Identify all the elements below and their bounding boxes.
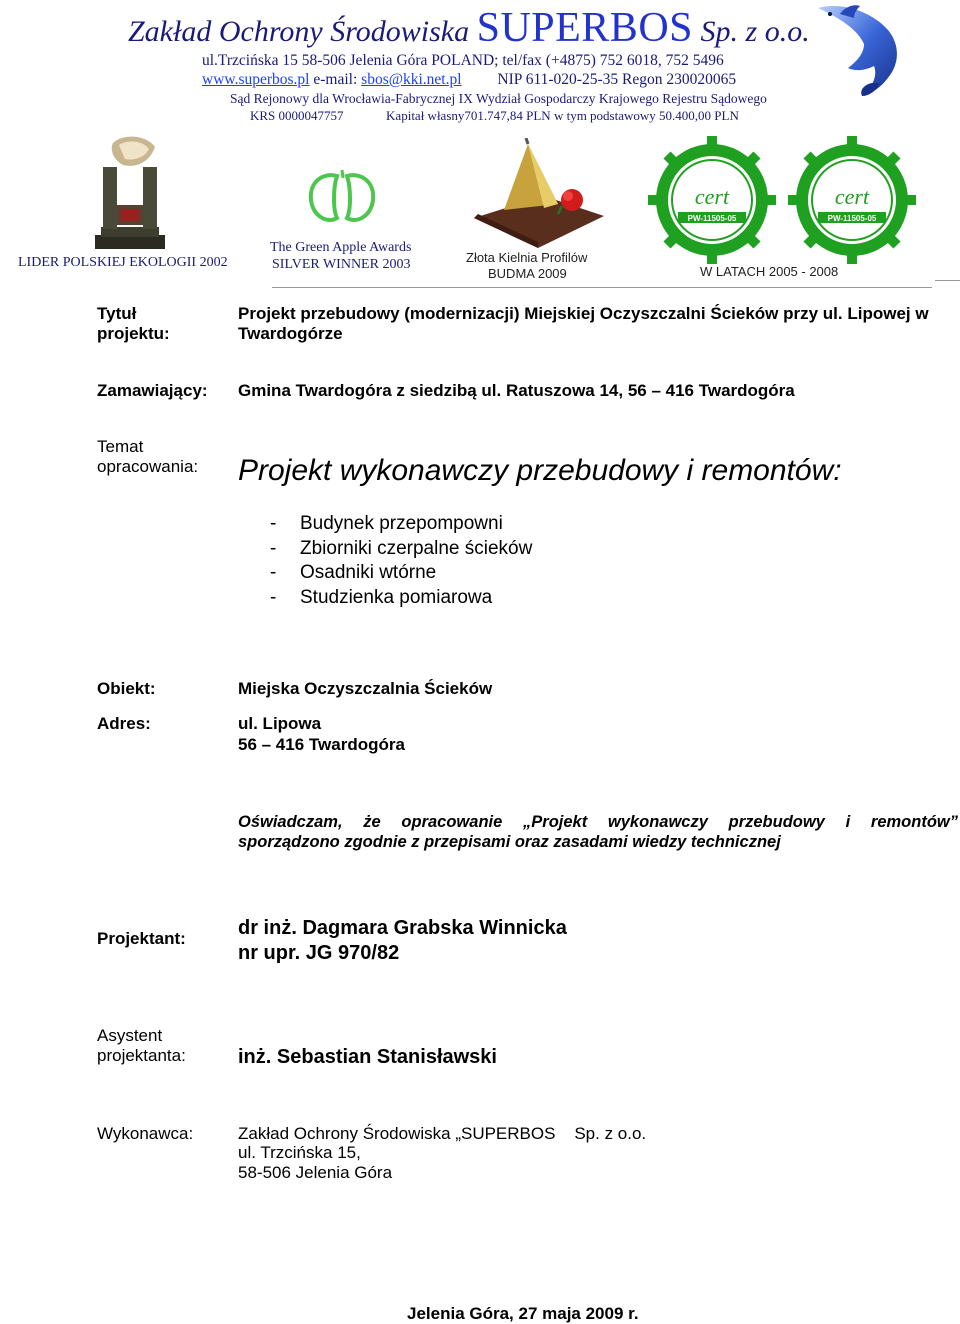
company-brand: SUPERBOS — [476, 5, 694, 51]
email-link[interactable]: sbos@kki.net.pl — [361, 71, 462, 88]
cert-number-2: PW-11505-05 — [827, 214, 877, 223]
award-lider: LIDER POLSKIEJ EKOLOGII 2002 — [18, 255, 228, 270]
header-divider — [272, 287, 932, 288]
cert-logo-text-2: cert — [834, 184, 870, 209]
list-item: - Studzienka pomiarowa — [270, 586, 493, 608]
assistant-label-line2: projektanta: — [97, 1046, 186, 1065]
declaration-line1: Oświadczam, że opracowanie „Projekt wykonawczy przebudowy i remontów” — [238, 813, 958, 831]
header-divider-end — [935, 280, 960, 281]
project-title-line2: Twardogórze — [238, 324, 343, 343]
award-green-apple-line2: SILVER WINNER 2003 — [272, 257, 411, 272]
cert-number-1: PW-11505-05 — [687, 214, 737, 223]
designer-name: dr inż. Dagmara Grabska Winnicka — [238, 917, 567, 939]
certificates-years: W LATACH 2005 - 2008 — [700, 264, 839, 279]
contractor-line2: ul. Trzcińska 15, — [238, 1143, 361, 1162]
award-kielnia-line1: Złota Kielnia Profilów — [466, 250, 588, 265]
company-suffix: Sp. z o.o. — [693, 15, 810, 48]
email-label: e-mail: — [313, 71, 362, 88]
dolphin-logo — [800, 0, 910, 100]
contractor-label: Wykonawca: — [97, 1124, 194, 1143]
company-prefix: Zakład Ochrony Środowiska — [128, 15, 477, 48]
golden-trowel-award-image — [474, 138, 604, 248]
assistant-label-line1: Asystent — [97, 1026, 163, 1045]
company-name — [128, 4, 810, 52]
award-kielnia-line2: BUDMA 2009 — [488, 266, 567, 281]
address-line2: 56 – 416 Twardogóra — [238, 735, 405, 754]
krs-number: KRS 0000047757 — [250, 108, 344, 123]
award-green-apple-line1: The Green Apple Awards — [270, 240, 412, 255]
title-label-line1: Tytuł — [97, 304, 137, 323]
object-value: Miejska Oczyszczalnia Ścieków — [238, 679, 493, 698]
address-label: Adres: — [97, 714, 151, 733]
list-item: - Zbiorniki czerpalne ścieków — [270, 537, 533, 559]
court-registry: Sąd Rejonowy dla Wrocławia-Fabrycznej IX Wydział Gospodarczy Krajowego Rejestru Sądowego — [230, 91, 767, 106]
place-date: Jelenia Góra, 27 maja 2009 r. — [407, 1304, 639, 1323]
cert-logo-text: cert — [694, 184, 730, 209]
declaration-line2: sporządzono zgodnie z przepisami oraz zasadami wiedzy technicznej — [238, 833, 781, 851]
certificate-seal-icon — [648, 136, 776, 264]
address-line1: ul. Lipowa — [238, 714, 322, 733]
website-link[interactable]: www.superbos.pl — [202, 71, 310, 88]
krs-capital — [250, 108, 739, 124]
share-capital: Kapitał własny701.747,84 PLN w tym podstawowy 50.400,00 PLN — [386, 108, 739, 123]
project-title-line1: Projekt przebudowy (modernizacji) Miejskiej Oczyszczalni Ścieków przy ul. Lipowej w — [238, 304, 929, 323]
list-item: - Osadniki wtórne — [270, 562, 437, 583]
title-label-line2: projektu: — [97, 324, 170, 343]
certificate-seal-icon-2 — [788, 136, 916, 264]
company-contact-line — [202, 71, 736, 89]
nip-regon: NIP 611-020-25-35 Regon 230020065 — [497, 71, 737, 88]
client-label: Zamawiający: — [97, 381, 208, 400]
company-address: ul.Trzcińska 15 58-506 Jelenia Góra POLAND; tel/fax (+4875) 752 6018, 752 5496 — [202, 52, 724, 69]
list-item: - Budynek przepompowni — [270, 513, 503, 534]
object-label: Obiekt: — [97, 679, 156, 698]
green-apple-icon — [303, 168, 383, 228]
contractor-line1: Zakład Ochrony Środowiska „SUPERBOS Sp. z o.o. — [238, 1124, 647, 1143]
scope-list — [270, 512, 532, 610]
designer-license: nr upr. JG 970/82 — [238, 942, 400, 964]
trophy-award-image — [95, 135, 165, 250]
declaration — [238, 812, 958, 852]
subject-heading: Projekt wykonawczy przebudowy i remontów: — [238, 454, 842, 487]
designer-label: Projektant: — [97, 929, 186, 948]
subject-label-line1: Temat — [97, 437, 144, 456]
subject-label-line2: opracowania: — [97, 457, 199, 476]
assistant-name: inż. Sebastian Stanisławski — [238, 1046, 497, 1068]
client-value: Gmina Twardogóra z siedzibą ul. Ratuszowa 14, 56 – 416 Twardogóra — [238, 381, 795, 400]
contractor-line3: 58-506 Jelenia Góra — [238, 1163, 393, 1182]
